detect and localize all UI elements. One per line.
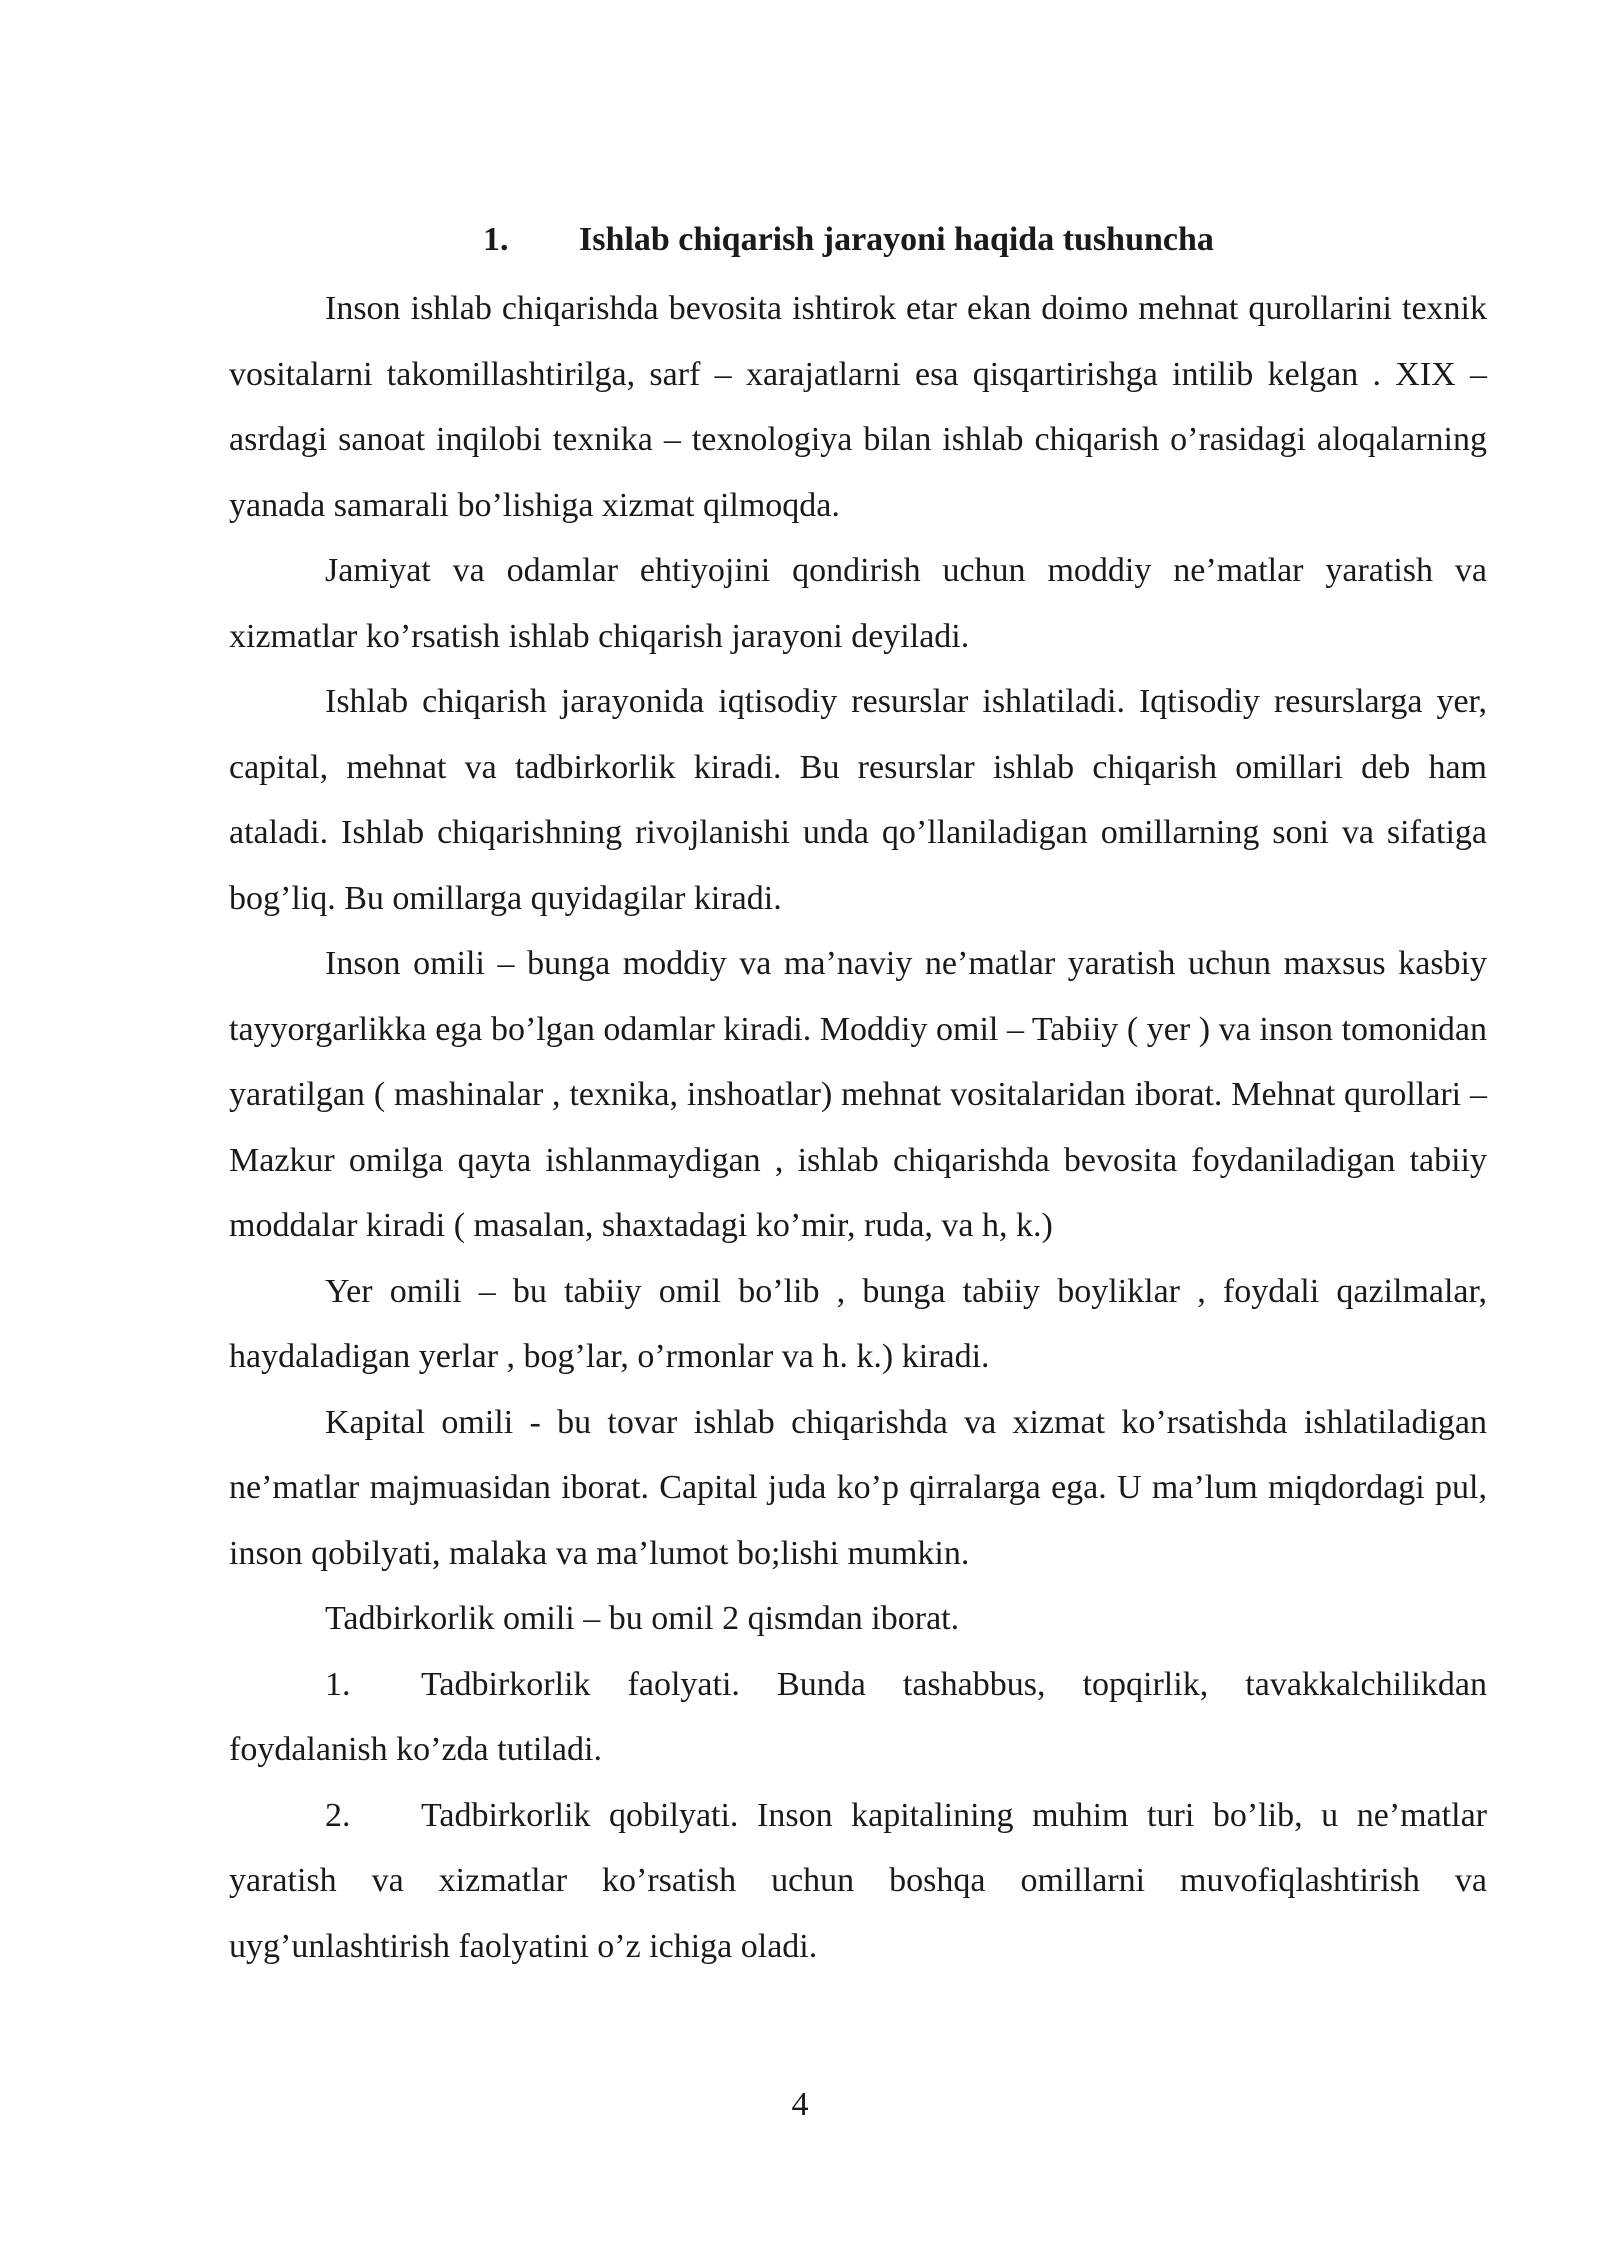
list-item [229,1783,1487,1980]
page-number: 4 [791,2086,809,2123]
section-title: Ishlab chiqarish jarayoni haqida tushuncha [579,221,1214,258]
list-item-text: Tadbirkorlik faolyati. Bunda tashabbus, topqirlik, tavakkalchilikdan foydalanish ko’zda tutiladi. [229,1665,1487,1768]
list-item-text: Tadbirkorlik qobilyati. Inson kapitalining muhim turi bo’lib, u ne’matlar yaratish va xizmatlar ko’rsatish uchun boshqa omillarni muvofiqlashtirish va uyg’unlashtirish faolyatini o’z ichiga oladi. [229,1796,1487,1965]
paragraph-entrepreneurship-factor: Tadbirkorlik omili – bu omil 2 qismdan iborat. [325,1600,960,1637]
paragraph-capital-factor: Kapital omili - bu tovar ishlab chiqarishda va xizmat ko’rsatishda ishlatiladigan ne’matlar majmuasidan iborat. Capital juda ko’p qirralarga ega. U ma’lum miqdordagi pul, inson qobilyati, malaka va ma’lumot bo;lishi mumkin. [229,1403,1487,1572]
paragraph-land-factor: Yer omili – bu tabiiy omil bo’lib , bunga tabiiy boyliklar , foydali qazilmalar, haydaladigan yerlar , bog’lar, o’rmonlar va h. k.) kiradi. [229,1272,1487,1375]
list-item [229,1652,1487,1783]
paragraph-intro: Inson ishlab chiqarishda bevosita ishtirok etar ekan doimo mehnat qurollarini texnik vositalarni takomillashtirilga, sarf – xarajatlarni esa qisqartirishga intilib kelgan . XIX – asrdagi sanoat inqilobi texnika – texnologiya bilan ishlab chiqarish o’rasidagi aloqalarning yanada samarali bo’lishiga xizmat qilmoqda. [229,290,1487,524]
list-item-number: 2. [325,1796,351,1834]
paragraph-resources: Ishlab chiqarish jarayonida iqtisodiy resurslar ishlatiladi. Iqtisodiy resurslarga yer, capital, mehnat va tadbirkorlik kiradi. Bu resurslar ishlab chiqarish omillari deb ham ataladi. Ishlab chiqarishning rivojlanishi unda qo’llaniladigan omillarning soni va sifatiga bog’liq. Bu omillarga quyidagilar kiradi. [229,683,1487,917]
paragraph-definition: Jamiyat va odamlar ehtiyojini qondirish uchun moddiy ne’matlar yaratish va xizmatlar ko’rsatish ishlab chiqarish jarayoni deyiladi. [229,552,1487,655]
list-item-number: 1. [325,1665,351,1703]
document-page [229,212,1487,1979]
section-number: 1. [483,221,509,258]
section-heading [229,212,1487,268]
paragraph-human-factor: Inson omili – bunga moddiy va ma’naviy ne’matlar yaratish uchun maxsus kasbiy tayyorgarlikka ega bo’lgan odamlar kiradi. Moddiy omil – Tabiiy ( yer ) va inson tomonidan yaratilgan ( mashinalar , texnika, inshoatlar) mehnat vositalaridan iborat. Mehnat qurollari – Mazkur omilga qayta ishlanmaydigan , ishlab chiqarishda bevosita foydaniladigan tabiiy moddalar kiradi ( masalan, shaxtadagi ko’mir, ruda, va h, k.) [229,945,1487,1244]
